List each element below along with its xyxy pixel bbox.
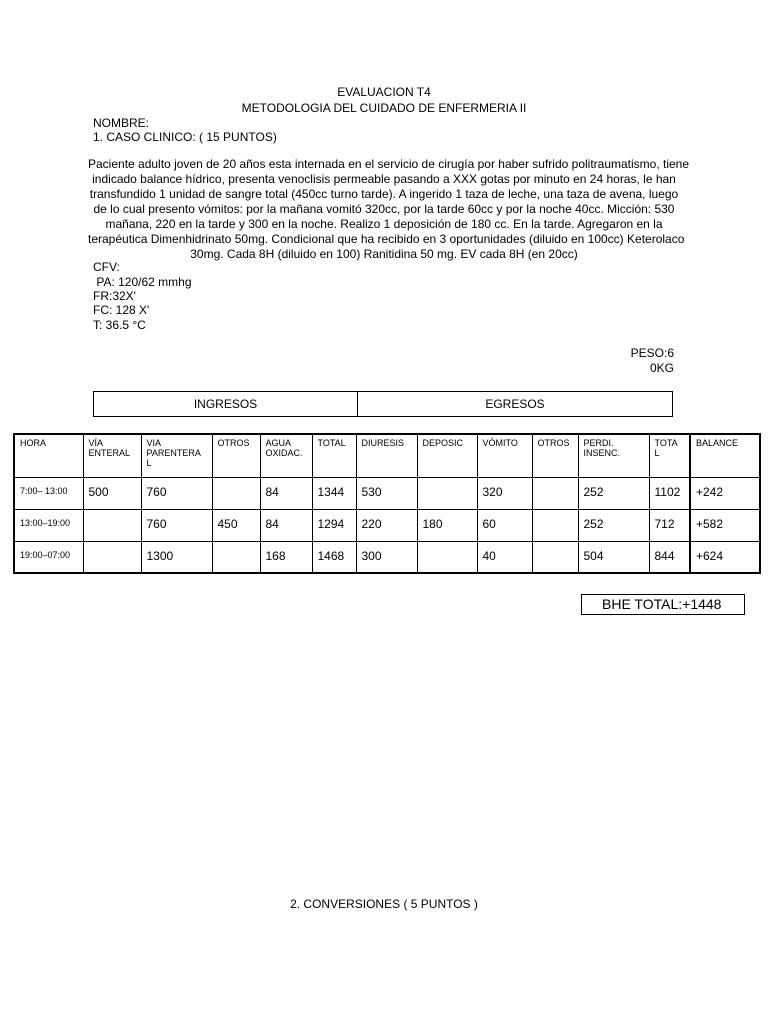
column-header: VIA PARENTERA L [141,434,212,477]
table-cell: 504 [578,541,649,573]
case-line: mañana, 220 en la tarde y 300 en la noche. Realizo 1 deposición de 180 cc. En la tarde. Agregaron en la [105,217,663,231]
table-cell [83,509,141,541]
vital-pa: PA: 120/62 mmhg [93,275,192,289]
table-cell: 1468 [312,541,356,573]
case-line: transfundido 1 unidad de sangre total (450cc turno tarde). A ingerido 1 taza de leche, una taza de avena, luego [89,187,679,201]
table-row [14,509,760,541]
vital-fr: FR:32X' [93,289,136,303]
table-cell: 1294 [312,509,356,541]
table-cell: 300 [356,541,417,573]
table-cell: 450 [212,509,260,541]
case-description [88,157,690,262]
column-header: OTROS [532,434,578,477]
table-cell: 168 [260,541,312,573]
table-cell [417,477,477,509]
ingresos-header: INGRESOS [94,392,358,416]
table-cell: 180 [417,509,477,541]
table-cell [83,541,141,573]
table-cell [532,477,578,509]
column-header: HORA [14,434,83,477]
table-cell [532,509,578,541]
vitals-label: CFV: [93,260,120,274]
table-cell [417,541,477,573]
column-header: TOTAL [312,434,356,477]
table-cell: 84 [260,509,312,541]
case-line: Paciente adulto joven de 20 años esta internada en el servicio de cirugía por haber sufrido politraumatismo, tiene [88,157,690,171]
weight-block [631,346,674,376]
table-cell [212,477,260,509]
case-line: terapéutica Dimenhidrinato 50mg. Condicional que ha recibido en 3 oportunidades (diluido en 100cc) Keterolaco [88,232,685,246]
table-cell: 500 [83,477,141,509]
table-row [14,541,760,573]
case-line: indicado balance hídrico, presenta venoclisis permeable pasando a XXX gotas por minuto en 24 horas, le han [92,172,676,186]
table-cell: 220 [356,509,417,541]
table-cell: 40 [477,541,532,573]
table-cell: 1344 [312,477,356,509]
table-cell: 1102 [649,477,690,509]
weight-line: 0KG [649,361,674,375]
table-cell: 844 [649,541,690,573]
column-header: VÓMITO [477,434,532,477]
egresos-header: EGRESOS [485,397,545,411]
table-cell: +242 [690,477,760,509]
table-cell: 1300 [141,541,212,573]
table-cell: 760 [141,509,212,541]
table-cell: 19:00–07:00 [14,541,83,573]
table-header-row [14,434,760,477]
case-line: de lo cual presento vómitos: por la mañana vomitó 320cc, por la tarde 60cc y por la noche 40cc. Micción: 530 [93,202,675,216]
column-header: PERDI. INSENC. [578,434,649,477]
table-cell: +582 [690,509,760,541]
column-header: DIURESIS [356,434,417,477]
vital-temp: T: 36.5 °C [93,318,146,332]
table-cell: 252 [578,477,649,509]
nombre-label: NOMBRE: [93,116,150,130]
table-cell: 13:00–19:00 [14,509,83,541]
table-cell: 252 [578,509,649,541]
table-cell: 760 [141,477,212,509]
table-row [14,477,760,509]
table-cell [532,541,578,573]
bhe-total-box: BHE TOTAL:+1448 [581,594,745,615]
table-cell: 530 [356,477,417,509]
section2-title: 2. CONVERSIONES ( 5 PUNTOS ) [290,897,478,911]
column-header: AGUA OXIDAC. [260,434,312,477]
table-cell: 712 [649,509,690,541]
course-title: METODOLOGIA DEL CUIDADO DE ENFERMERIA II [241,101,527,115]
case-line: 30mg. Cada 8H (diluido en 100) Ranitidina 50 mg. EV cada 8H (en 20cc) [190,247,578,261]
column-header: BALANCE [690,434,760,477]
column-header: VÍA ENTERAL [83,434,141,477]
column-header: OTROS [212,434,260,477]
case-section-title: 1. CASO CLINICO: ( 15 PUNTOS) [93,130,277,144]
weight-line: PESO:6 [630,346,674,360]
vital-fc: FC: 128 X' [93,303,150,317]
table-cell [212,541,260,573]
group-header-box [93,391,673,417]
table-cell: 320 [477,477,532,509]
column-header: TOTA L [649,434,690,477]
table-cell: +624 [690,541,760,573]
table-cell: 84 [260,477,312,509]
column-header: DEPOSIC [417,434,477,477]
exam-title: EVALUACION T4 [337,85,431,99]
table-cell: 7:00– 13:00 [14,477,83,509]
fluid-balance-table [13,433,761,574]
table-cell: 60 [477,509,532,541]
